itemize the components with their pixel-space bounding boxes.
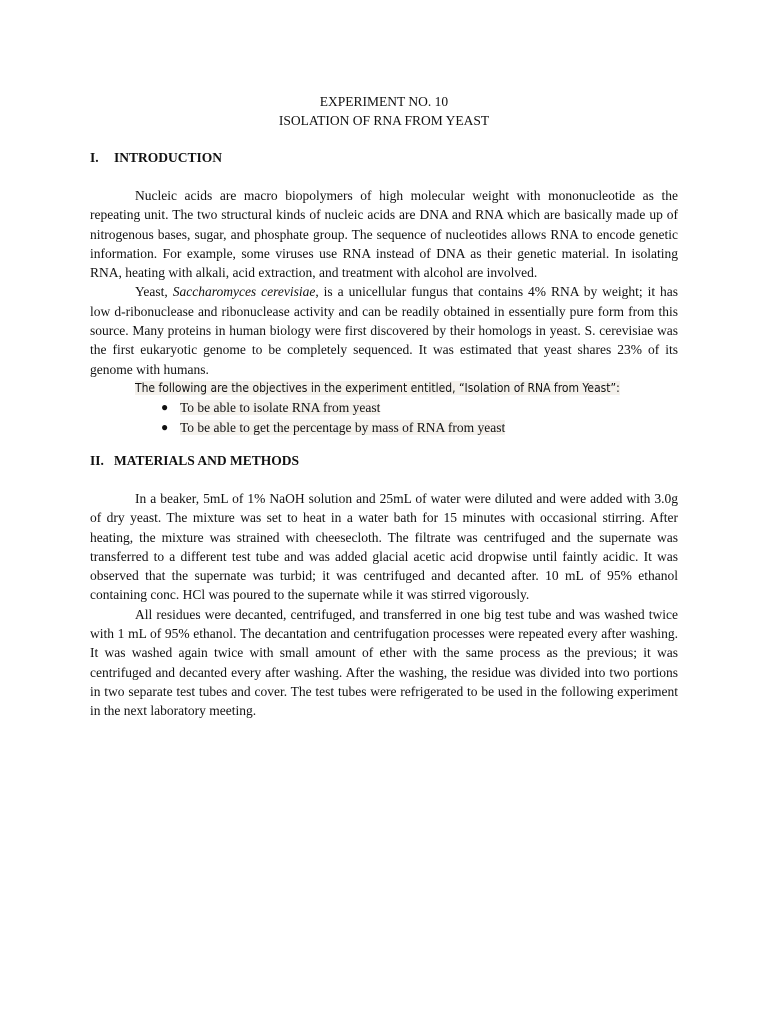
objectives-list (90, 398, 678, 437)
introduction-paragraph-1: Nucleic acids are macro biopolymers of high molecular weight with mononucleotide as the repeating unit. The two structural kinds of nucleic acids are DNA and RNA which are basically made up of nitrogenous bases, sugar, and phosphate group. The sequence of nucleotides allows RNA to encode genetic information. For example, some viruses use RNA instead of DNA as their genetic material. In isolating RNA, heating with alkali, acid extraction, and treatment with alcohol are involved. (90, 188, 678, 281)
bullet-icon: ● (161, 400, 169, 415)
section-heading-materials-methods (90, 453, 299, 469)
section-heading-introduction (90, 150, 222, 166)
section-number: I. (90, 150, 99, 165)
species-name: Saccharomyces cerevisiae (172, 284, 316, 300)
methods-body (90, 489, 678, 721)
methods-paragraph-2: All residues were decanted, centrifuged, and transferred in one big test tube and was washed twice with 1 mL of 95% ethanol. The decantation and centrifugation processes were repeated every after washing. It was washed again twice with small amount of ether with the same process as the previous; it was centrifuged and decanted every after washing. After the washing, the residue was divided into two portions in two separate test tubes and cover. The test tubes were refrigerated to be used in the following experiment in the next laboratory meeting. (90, 606, 678, 719)
experiment-number: EXPERIMENT NO. 10 (319, 94, 449, 109)
objectives-intro: The following are the objectives in the experiment entitled, “Isolation of RNA from Yeast”: (135, 380, 620, 395)
experiment-title: ISOLATION OF RNA FROM YEAST (278, 113, 490, 128)
introduction-paragraph-2: Yeast, Saccharomyces cerevisiae, is a unicellular fungus that contains 4% RNA by weight; it has low d-ribonuclease and ribonuclease activity and can be readily obtained in essentially pure form from this source. Many proteins in human biology were first discovered by their homologs in yeast. S. cerevisiae was the first eukaryotic genome to be completely sequenced. It was estimated that yeast shares 23% of its genome with humans. (90, 284, 679, 377)
introduction-body (90, 186, 678, 437)
bullet-icon: ● (161, 419, 169, 434)
section-title: MATERIALS AND METHODS (114, 453, 300, 468)
list-item: ● To be able to isolate RNA from yeast (90, 398, 678, 417)
list-item: ● To be able to get the percentage by mass of RNA from yeast (90, 418, 678, 437)
section-title: INTRODUCTION (114, 150, 223, 165)
section-number: II. (90, 453, 104, 468)
methods-paragraph-1: In a beaker, 5mL of 1% NaOH solution and 25mL of water were diluted and were added with 3.0g of dry yeast. The mixture was set to heat in a water bath for 15 minutes with occasional stirring. After heating, the mixture was strained with cheesecloth. The filtrate was centrifuged and the supernate was transferred to a different test tube and was added glacial acetic acid dropwise until faintly acidic. It was observed that the supernate was turbid; it was centrifuged and decanted after. 10 mL of 95% ethanol containing conc. HCl was poured to the supernate while it was stirred vigorously. (90, 491, 678, 603)
